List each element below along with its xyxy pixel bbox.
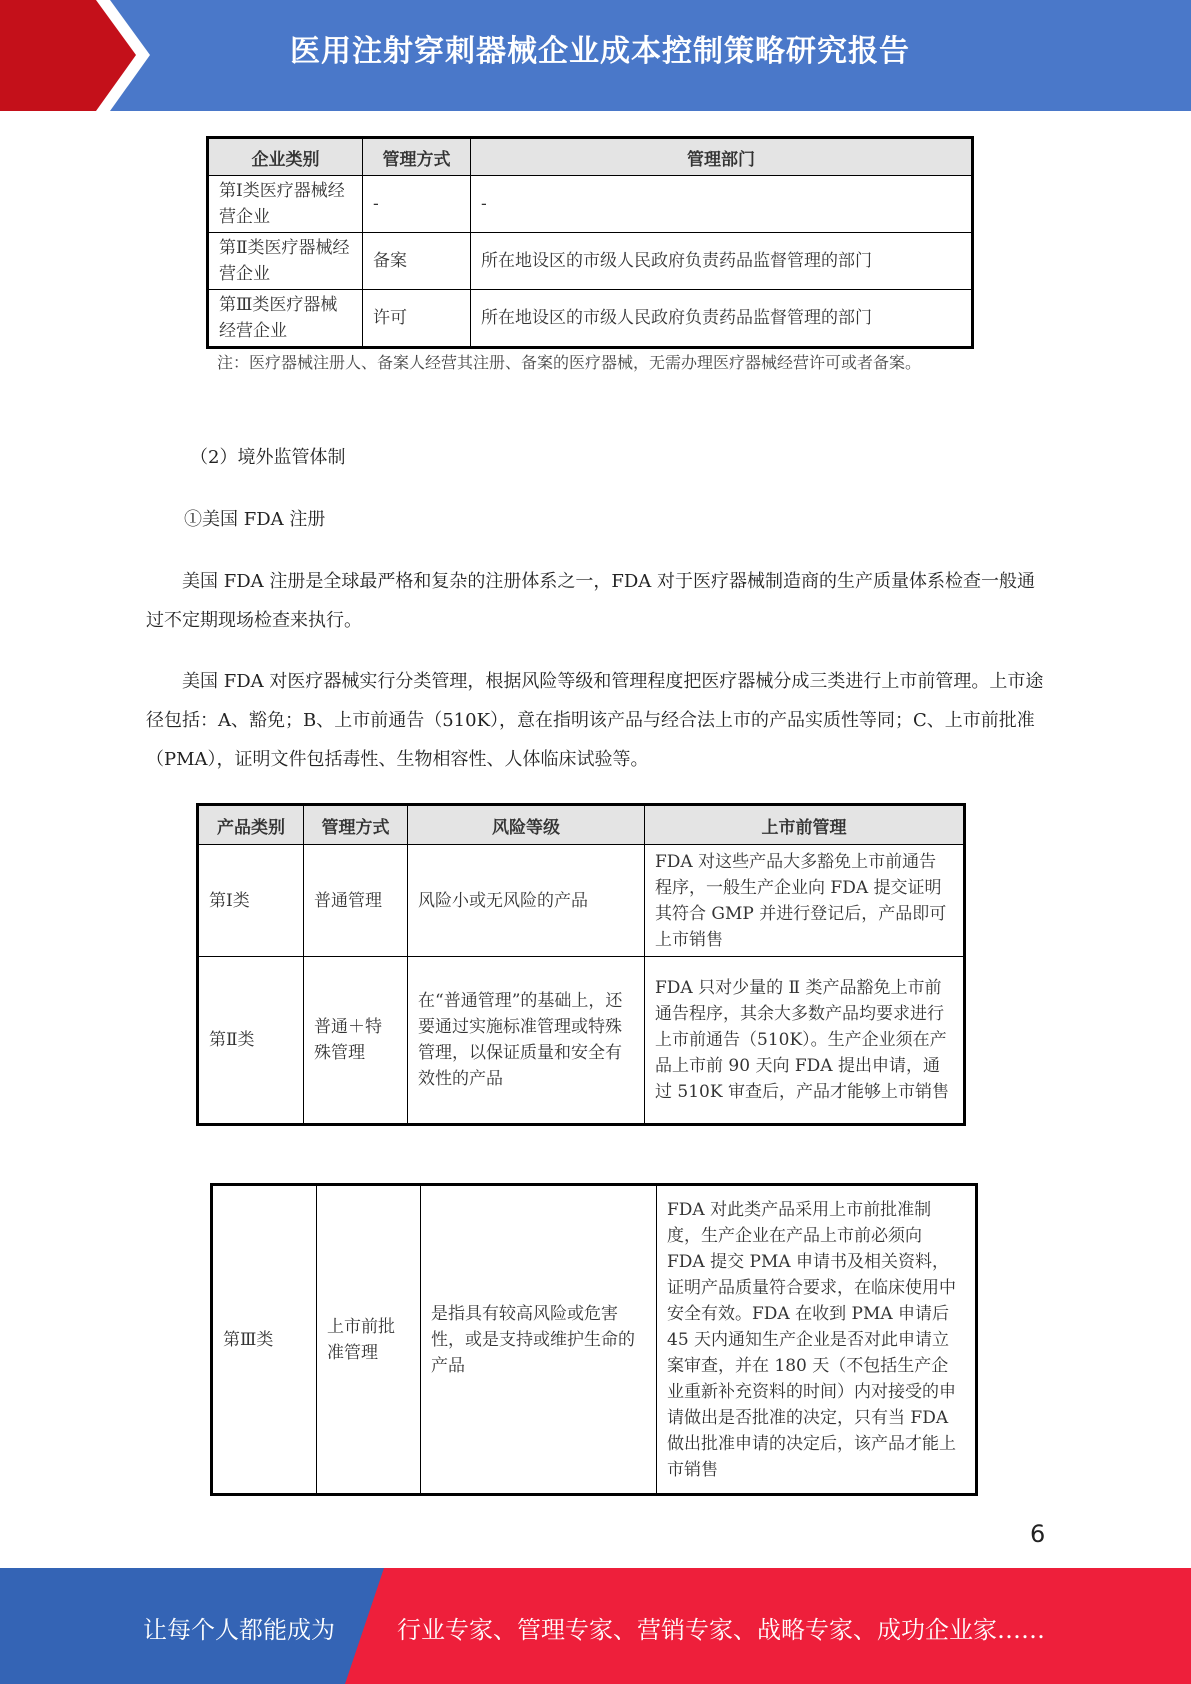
table-cell: 第Ⅰ类医疗器械经营企业 bbox=[208, 176, 363, 233]
table-cell: 上市前批准管理 bbox=[317, 1185, 421, 1495]
paragraph: 美国 FDA 对医疗器械实行分类管理，根据风险等级和管理程度把医疗器械分成三类进行上市前管理。上市途径包括：A、豁免；B、上市前通告（510K），意在指明该产品与经合法上市的产品实质性等同；C、上市前批准（PMA），证明文件包括毒性、生物相容性、人体临床试验等。 bbox=[146, 671, 1044, 770]
table-row bbox=[208, 176, 973, 233]
page-header bbox=[0, 0, 1191, 111]
footer-slogan-right: 行业专家、管理专家、营销专家、战略专家、成功企业家…… bbox=[397, 1616, 1045, 1644]
column-header: 管理方式 bbox=[363, 138, 471, 176]
table-cell: 第Ⅲ类 bbox=[212, 1185, 317, 1495]
column-header: 风险等级 bbox=[408, 805, 645, 845]
table-note: 注：医疗器械注册人、备案人经营其注册、备案的医疗器械，无需办理医疗器械经营许可或者备案。 bbox=[217, 353, 922, 372]
table-cell: 备案 bbox=[363, 233, 471, 290]
table-header-row bbox=[198, 805, 965, 845]
table-cell: FDA 只对少量的 Ⅱ 类产品豁免上市前通告程序，其余大多数产品均要求进行上市前通告（510K）。生产企业须在产品上市前 90 天向 FDA 提出申请，通过 510K 审查后，产品才能够上市销售 bbox=[645, 957, 965, 1125]
table-row bbox=[198, 845, 965, 957]
table-row bbox=[208, 290, 973, 348]
table-row bbox=[198, 957, 965, 1125]
table-cell: 许可 bbox=[363, 290, 471, 348]
footer-slogan-left: 让每个人都能成为 bbox=[143, 1616, 335, 1644]
table-row bbox=[212, 1185, 977, 1495]
table-row bbox=[208, 233, 973, 290]
subsection-heading: ①美国 FDA 注册 bbox=[184, 509, 326, 530]
table-cell: 是指具有较高风险或危害性，或是支持或维护生命的产品 bbox=[421, 1185, 657, 1495]
column-header: 管理部门 bbox=[471, 138, 973, 176]
table-cell: 第Ⅰ类 bbox=[198, 845, 304, 957]
table-cell: 在“普通管理”的基础上，还要通过实施标准管理或特殊管理，以保证质量和安全有效性的产品 bbox=[408, 957, 645, 1125]
fda-class3-table bbox=[210, 1183, 978, 1496]
paragraph: 美国 FDA 注册是全球最严格和复杂的注册体系之一，FDA 对于医疗器械制造商的生产质量体系检查一般通过不定期现场检查来执行。 bbox=[146, 571, 1036, 631]
table-cell: 第Ⅲ类医疗器械经营企业 bbox=[208, 290, 363, 348]
table-cell: - bbox=[363, 176, 471, 233]
table-cell: 第Ⅱ类 bbox=[198, 957, 304, 1125]
fda-classification-table bbox=[196, 803, 966, 1126]
column-header: 上市前管理 bbox=[645, 805, 965, 845]
table-cell: 第Ⅱ类医疗器械经营企业 bbox=[208, 233, 363, 290]
table-cell: 普通＋特殊管理 bbox=[304, 957, 408, 1125]
domestic-regulation-table bbox=[206, 136, 974, 349]
table-cell: 所在地设区的市级人民政府负责药品监督管理的部门 bbox=[471, 233, 973, 290]
table-cell: 所在地设区的市级人民政府负责药品监督管理的部门 bbox=[471, 290, 973, 348]
table-cell: 风险小或无风险的产品 bbox=[408, 845, 645, 957]
table-cell: 普通管理 bbox=[304, 845, 408, 957]
column-header: 管理方式 bbox=[304, 805, 408, 845]
page-number: 6 bbox=[1030, 1520, 1046, 1548]
table-cell: FDA 对这些产品大多豁免上市前通告程序，一般生产企业向 FDA 提交证明其符合 GMP 并进行登记后，产品即可上市销售 bbox=[645, 845, 965, 957]
table-cell: - bbox=[471, 176, 973, 233]
table-cell: FDA 对此类产品采用上市前批准制度，生产企业在产品上市前必须向 FDA 提交 PMA 申请书及相关资料，证明产品质量符合要求，在临床使用中安全有效。FDA 在收到 PMA 申请后 45 天内通知生产企业是否对此申请立案审查，并在 180 天（不包括生产企业重新补充资料的时间）内对接受的申请做出是否批准的决定，只有当 FDA 做出批准申请的决定后，该产品才能上市销售 bbox=[657, 1185, 977, 1495]
report-title: 医用注射穿刺器械企业成本控制策略研究报告 bbox=[290, 34, 910, 69]
column-header: 产品类别 bbox=[198, 805, 304, 845]
page-footer bbox=[0, 1568, 1191, 1684]
section-heading: （2）境外监管体制 bbox=[190, 447, 346, 468]
table-header-row bbox=[208, 138, 973, 176]
column-header: 企业类别 bbox=[208, 138, 363, 176]
